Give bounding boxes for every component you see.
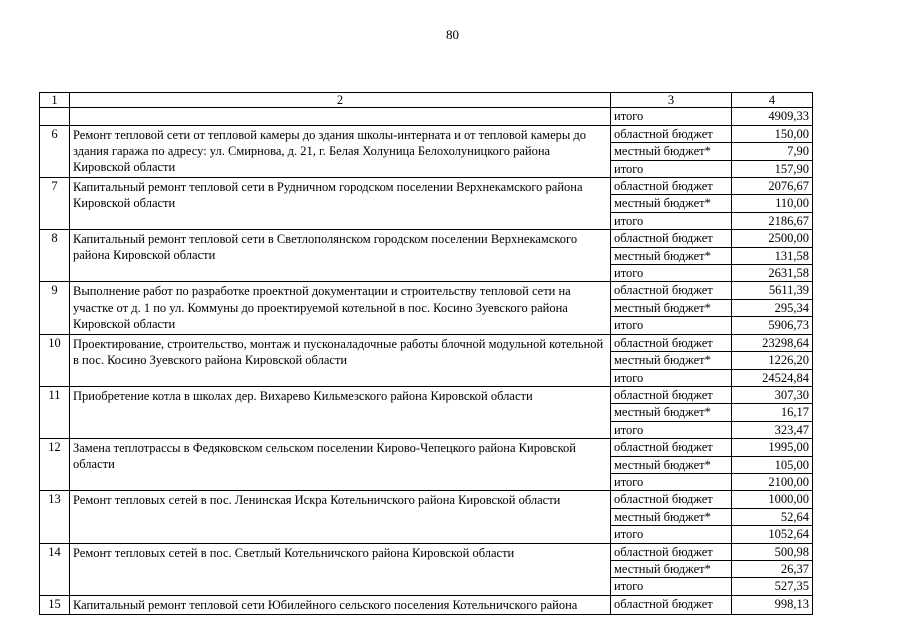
funding-source-cell: итого <box>611 160 732 177</box>
continuation-row <box>40 108 813 125</box>
amount-cell: 110,00 <box>732 195 813 212</box>
table-row <box>40 491 813 508</box>
funding-source-cell: итого <box>611 473 732 490</box>
row-number-cell: 12 <box>40 439 70 491</box>
header-cell-source: 3 <box>611 93 732 108</box>
funding-source-cell: итого <box>611 108 732 125</box>
amount-cell: 1995,00 <box>732 439 813 456</box>
amount-cell: 5611,39 <box>732 282 813 299</box>
funding-source-cell: областной бюджет <box>611 491 732 508</box>
row-description-cell: Приобретение котла в школах дер. Вихарево Кильмезского района Кировской области <box>70 386 611 438</box>
amount-cell: 998,13 <box>732 595 813 614</box>
funding-source-cell: итого <box>611 212 732 229</box>
row-description-cell: Выполнение работ по разработке проектной документации и строительству тепловой сети на участке от д. 1 по ул. Коммуны до проектируемой котельной в пос. Косино Зуевского района Кировской области <box>70 282 611 334</box>
row-number-cell: 8 <box>40 230 70 282</box>
row-description-cell: Замена теплотрассы в Федяковском сельском поселении Кирово-Чепецкого района Кировской области <box>70 439 611 491</box>
table-row <box>40 178 813 195</box>
amount-cell: 500,98 <box>732 543 813 560</box>
amount-cell: 323,47 <box>732 421 813 438</box>
funding-source-cell: итого <box>611 317 732 334</box>
amount-cell: 157,90 <box>732 160 813 177</box>
row-number-cell: 14 <box>40 543 70 595</box>
row-description-cell: Ремонт тепловых сетей в пос. Светлый Котельничского района Кировской области <box>70 543 611 595</box>
amount-cell: 2076,67 <box>732 178 813 195</box>
amount-cell: 1000,00 <box>732 491 813 508</box>
funding-source-cell: итого <box>611 369 732 386</box>
row-number-cell: 10 <box>40 334 70 386</box>
amount-cell: 1052,64 <box>732 526 813 543</box>
funding-source-cell: местный бюджет* <box>611 560 732 577</box>
row-description-cell: Капитальный ремонт тепловой сети в Светлополянском городском поселении Верхнекамского района Кировской области <box>70 230 611 282</box>
amount-cell: 527,35 <box>732 578 813 595</box>
amount-cell: 16,17 <box>732 404 813 421</box>
table-row <box>40 282 813 299</box>
funding-source-cell: итого <box>611 526 732 543</box>
row-description-cell: Проектирование, строительство, монтаж и пусконаладочные работы блочной модульной котельной в пос. Косино Зуевского района Кировской области <box>70 334 611 386</box>
amount-cell: 24524,84 <box>732 369 813 386</box>
funding-source-cell: областной бюджет <box>611 334 732 351</box>
funding-source-cell: местный бюджет* <box>611 143 732 160</box>
amount-cell: 2100,00 <box>732 473 813 490</box>
funding-source-cell: областной бюджет <box>611 282 732 299</box>
amount-cell: 307,30 <box>732 386 813 403</box>
funding-source-cell: местный бюджет* <box>611 508 732 525</box>
header-row <box>40 93 813 108</box>
header-cell-number: 1 <box>40 93 70 108</box>
funding-source-cell: областной бюджет <box>611 439 732 456</box>
amount-cell: 5906,73 <box>732 317 813 334</box>
funding-source-cell: местный бюджет* <box>611 299 732 316</box>
table-row <box>40 230 813 247</box>
row-number-cell: 9 <box>40 282 70 334</box>
table-row <box>40 439 813 456</box>
amount-cell: 1226,20 <box>732 352 813 369</box>
row-number-cell: 15 <box>40 595 70 614</box>
amount-cell: 2500,00 <box>732 230 813 247</box>
funding-source-cell: местный бюджет* <box>611 352 732 369</box>
page-number: 80 <box>446 27 459 42</box>
funding-source-cell: местный бюджет* <box>611 247 732 264</box>
row-description-cell: Капитальный ремонт тепловой сети Юбилейного сельского поселения Котельничского района <box>70 595 611 614</box>
funding-source-cell: местный бюджет* <box>611 404 732 421</box>
funding-source-cell: областной бюджет <box>611 595 732 614</box>
funding-source-cell: областной бюджет <box>611 230 732 247</box>
header-cell-description: 2 <box>70 93 611 108</box>
funding-source-cell: областной бюджет <box>611 125 732 142</box>
amount-cell: 26,37 <box>732 560 813 577</box>
amount-cell: 105,00 <box>732 456 813 473</box>
amount-cell: 2631,58 <box>732 265 813 282</box>
table-row <box>40 125 813 142</box>
row-description-cell <box>70 108 611 125</box>
funding-source-cell: местный бюджет* <box>611 456 732 473</box>
funding-source-cell: областной бюджет <box>611 178 732 195</box>
row-number-cell: 7 <box>40 178 70 230</box>
row-description-cell: Капитальный ремонт тепловой сети в Рудничном городском поселении Верхнекамского района Кировской области <box>70 178 611 230</box>
amount-cell: 131,58 <box>732 247 813 264</box>
table-row <box>40 334 813 351</box>
table-row <box>40 595 813 614</box>
funding-source-cell: областной бюджет <box>611 543 732 560</box>
row-number-cell: 13 <box>40 491 70 543</box>
table-row <box>40 543 813 560</box>
funding-table <box>39 92 813 615</box>
row-number-cell: 6 <box>40 125 70 177</box>
amount-cell: 2186,67 <box>732 212 813 229</box>
funding-source-cell: итого <box>611 578 732 595</box>
funding-source-cell: местный бюджет* <box>611 195 732 212</box>
amount-cell: 295,34 <box>732 299 813 316</box>
amount-cell: 150,00 <box>732 125 813 142</box>
amount-cell: 23298,64 <box>732 334 813 351</box>
amount-cell: 52,64 <box>732 508 813 525</box>
funding-source-cell: областной бюджет <box>611 386 732 403</box>
row-number-cell <box>40 108 70 125</box>
table-row <box>40 386 813 403</box>
row-number-cell: 11 <box>40 386 70 438</box>
header-cell-amount: 4 <box>732 93 813 108</box>
funding-source-cell: итого <box>611 421 732 438</box>
amount-cell: 7,90 <box>732 143 813 160</box>
row-description-cell: Ремонт тепловых сетей в пос. Ленинская Искра Котельничского района Кировской области <box>70 491 611 543</box>
row-description-cell: Ремонт тепловой сети от тепловой камеры до здания школы-интерната и от тепловой камеры до здания гаража по адресу: ул. Смирнова, д. 21, г. Белая Холуница Белохолуницкого района Кировской области <box>70 125 611 177</box>
amount-cell: 4909,33 <box>732 108 813 125</box>
funding-source-cell: итого <box>611 265 732 282</box>
